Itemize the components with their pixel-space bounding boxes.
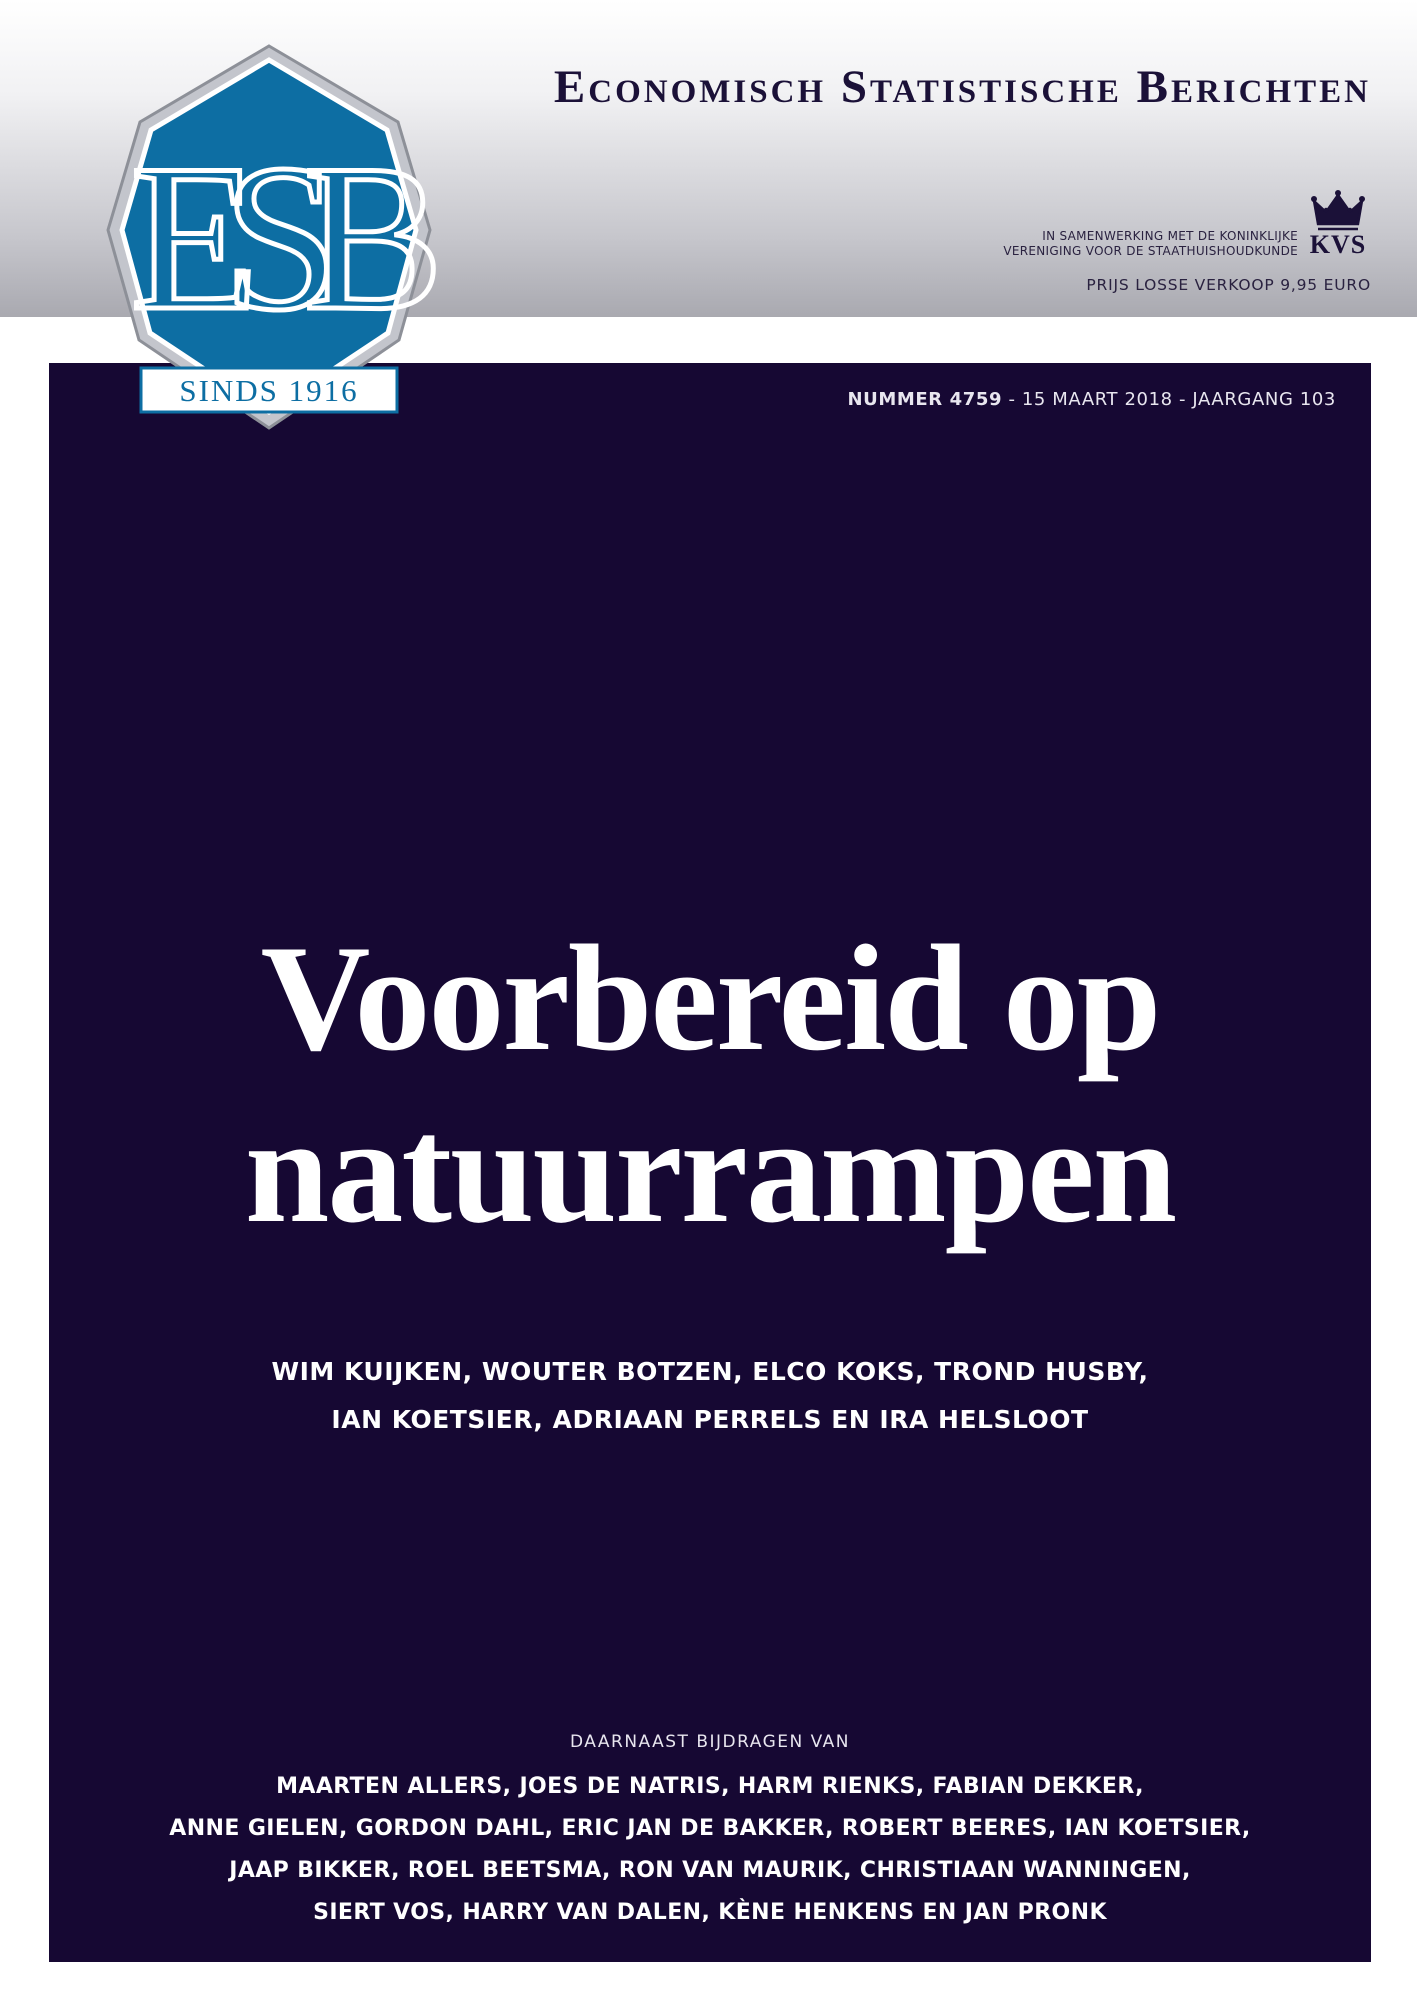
kvs-label: KVS xyxy=(1309,230,1367,259)
esb-logo xyxy=(96,40,442,435)
contributors-line-4: SIERT VOS, HARRY VAN DALEN, KÈNE HENKENS EN JAN PRONK xyxy=(313,1900,1107,1925)
contributors-line-1: MAARTEN ALLERS, JOES DE NATRIS, HARM RIENKS, FABIAN DEKKER, xyxy=(276,1774,1144,1799)
partner-line-1: IN SAMENWERKING MET DE KONINKLIJKE xyxy=(1042,229,1298,243)
main-authors-line-2: IAN KOETSIER, ADRIAAN PERRELS EN IRA HELSLOOT xyxy=(331,1405,1089,1434)
contributors-line-2: ANNE GIELEN, GORDON DAHL, ERIC JAN DE BAKKER, ROBERT BEERES, IAN KOETSIER, xyxy=(169,1816,1251,1841)
contributors-list xyxy=(49,1766,1371,1934)
main-authors-line-1: WIM KUIJKEN, WOUTER BOTZEN, ELCO KOKS, TROND HUSBY, xyxy=(271,1357,1149,1386)
main-authors xyxy=(49,1348,1371,1444)
kvs-logo xyxy=(1300,188,1376,258)
cover-panel xyxy=(49,363,1371,1962)
contributors-line-3: JAAP BIKKER, ROEL BEETSMA, RON VAN MAURIK, CHRISTIAAN WANNINGEN, xyxy=(229,1858,1191,1883)
cover-headline xyxy=(49,912,1371,1256)
partner-text xyxy=(1003,229,1298,259)
price-label: PRIJS LOSSE VERKOOP 9,95 EURO xyxy=(1086,276,1371,294)
logo-since: SINDS 1916 xyxy=(179,373,359,408)
headline-line-2: natuurrampen xyxy=(244,1086,1176,1254)
headline-line-1: Voorbereid op xyxy=(260,914,1160,1082)
issue-line xyxy=(847,389,1336,410)
esb-shield-icon xyxy=(96,40,442,435)
crown-icon xyxy=(1309,188,1367,232)
issue-number: NUMMER 4759 xyxy=(847,389,1003,410)
magazine-title: Economisch Statistische Berichten xyxy=(553,61,1371,113)
logo-monogram: ESB xyxy=(130,122,408,354)
partner-line-2: VERENIGING VOOR DE STAATHUISHOUDKUNDE xyxy=(1003,244,1298,258)
issue-date-volume: - 15 MAART 2018 - JAARGANG 103 xyxy=(1002,389,1336,410)
contributions-intro: DAARNAAST BIJDRAGEN VAN xyxy=(569,1732,851,1752)
